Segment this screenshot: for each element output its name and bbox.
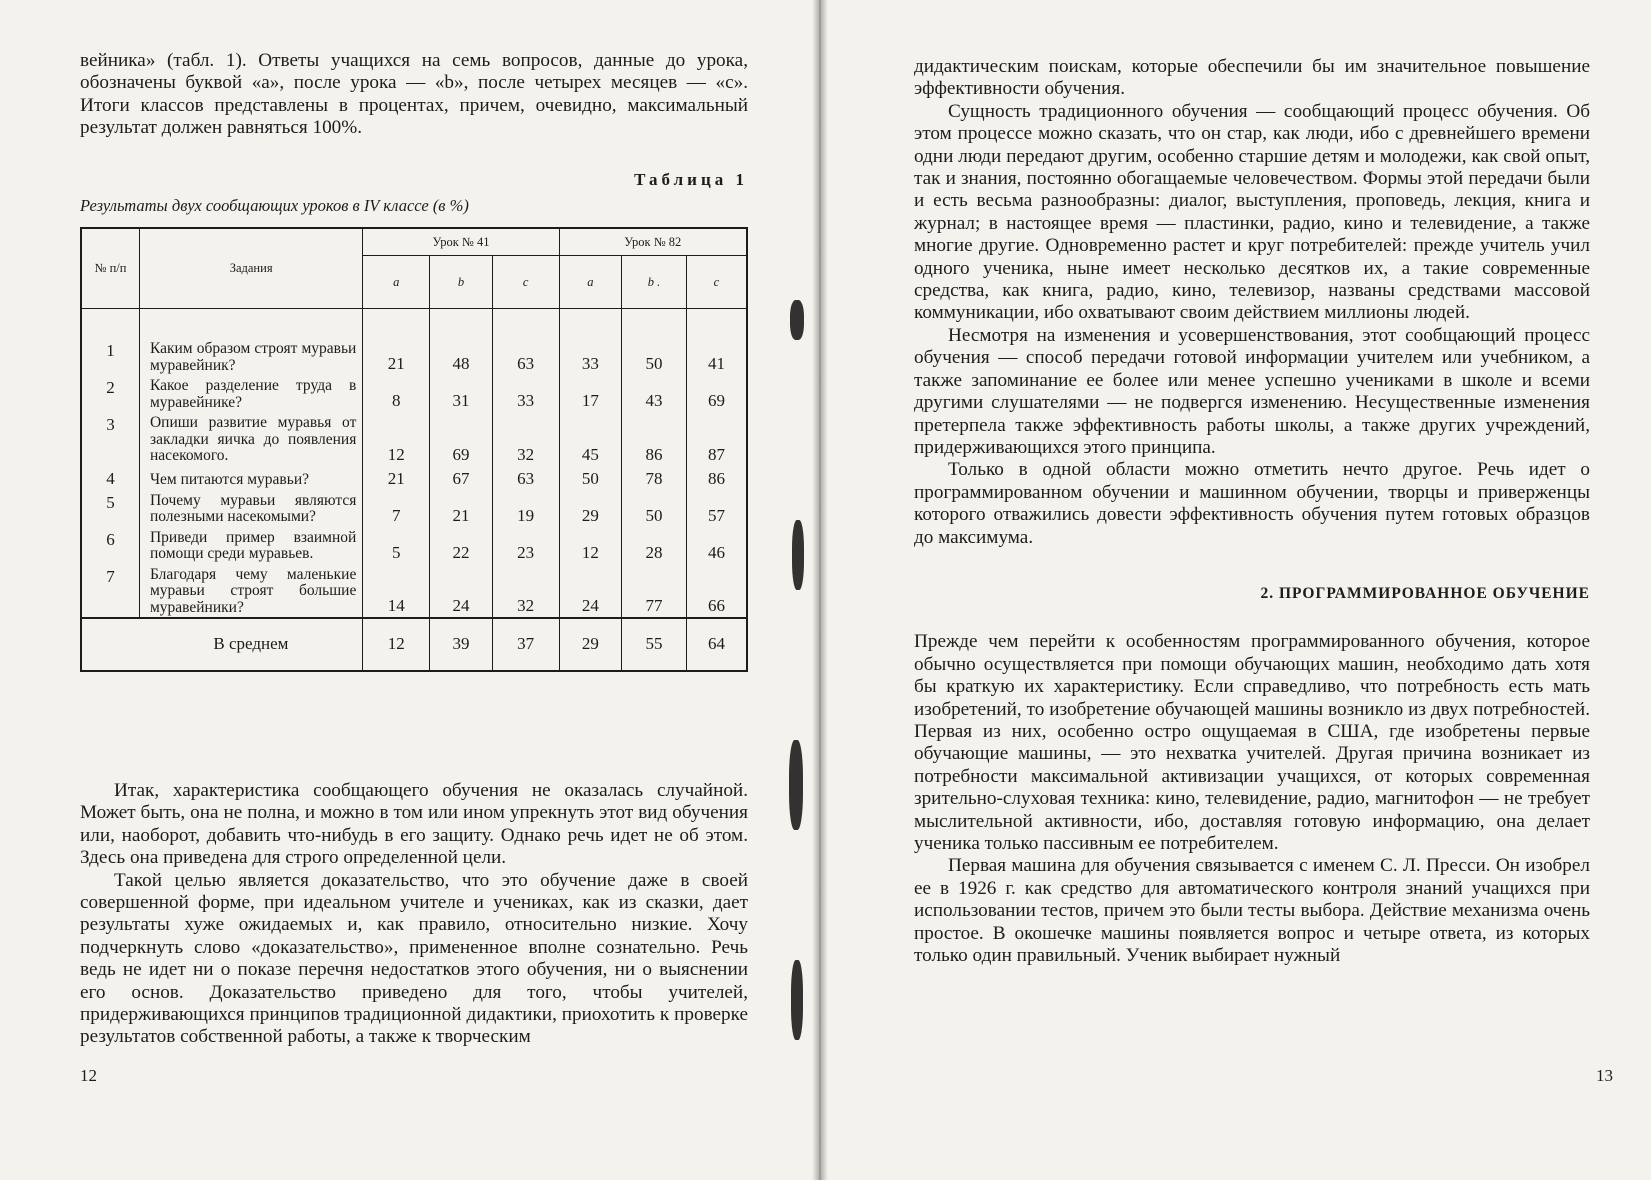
- ink-blot: [791, 960, 803, 1040]
- result-cell: 31: [430, 375, 493, 412]
- result-cell: 7: [363, 490, 430, 527]
- result-cell: 77: [622, 564, 687, 619]
- row-number: 2: [81, 375, 139, 412]
- result-cell: 46: [686, 527, 747, 564]
- row-number: 5: [81, 490, 139, 527]
- result-cell: 33: [492, 375, 559, 412]
- result-cell: 41: [686, 338, 747, 375]
- result-cell: 48: [430, 338, 493, 375]
- ink-blot: [790, 300, 804, 340]
- task-text: Почему муравьи являются полезными насекомыми?: [139, 490, 362, 527]
- average-cell: 12: [363, 618, 430, 671]
- row-number: 1: [81, 338, 139, 375]
- average-cell: 55: [622, 618, 687, 671]
- result-cell: 86: [686, 466, 747, 490]
- paragraph: Только в одной области можно отметить нечто другое. Речь идет о программированном обучении и машинном обучении, творцы и приверженцы которого отважились довести эффективность обучения путем готовых образцов до максимума.: [914, 459, 1590, 548]
- result-cell: 86: [622, 412, 687, 466]
- paragraph: Сущность традиционного обучения — сообщающий процесс обучения. Об этом процессе можно сказать, что он стар, как люди, ибо с древнейшего времени одни люди передают другим, особенно старшие детям и молодежи, как свой опыт, так и знания, постоянно обогащаемые человечеством. Формы этой передачи были и есть весьма разнообразны: диалог, выступления, проповедь, лекция, книга и журнал; в настоящее время — пластинки, радио, кино и телевидение, а также многие другие. Одновременно растет и круг потребителей: прежде учитель учил одного ученика, ныне имеет несколько десятков их, а такие современные средства, как книга, радио, кино, телевизор, названы средствами массовой коммуникации, ибо охватывают своим действием миллионы людей.: [914, 100, 1590, 324]
- column-header-lesson-41: Урок № 41: [363, 228, 559, 256]
- result-cell: 50: [559, 466, 622, 490]
- page-number: 13: [1596, 1066, 1613, 1085]
- task-text: Опиши развитие муравья от закладки яичка до появления насекомого.: [139, 412, 362, 466]
- subheader: c: [492, 256, 559, 309]
- result-cell: 32: [492, 564, 559, 619]
- subheader: c: [686, 256, 747, 309]
- column-header-number: № п/п: [81, 228, 139, 309]
- paragraph: вейника» (табл. 1). Ответы учащихся на семь вопросов, данные до урока, обозначены буквой «а», после урока — «b», после четырех месяцев — «с». Итоги классов представлены в процентах, причем, очевидно, максимальный результат должен равняться 100%.: [80, 50, 748, 139]
- result-cell: 69: [686, 375, 747, 412]
- table-body: [81, 309, 747, 672]
- result-cell: 67: [430, 466, 493, 490]
- result-cell: 45: [559, 412, 622, 466]
- right-text: [914, 56, 1590, 967]
- task-text: Какое разделение труда в муравейнике?: [139, 375, 362, 412]
- paragraph: дидактическим поискам, которые обеспечили бы им значительное повышение эффективности обучения.: [914, 56, 1590, 100]
- table-label: Таблица 1: [634, 170, 748, 189]
- table-row: [81, 375, 747, 412]
- row-number: 7: [81, 564, 139, 619]
- average-cell: 29: [559, 618, 622, 671]
- result-cell: 87: [686, 412, 747, 466]
- table-row: [81, 527, 747, 564]
- average-cell: 39: [430, 618, 493, 671]
- average-cell: 64: [686, 618, 747, 671]
- subheader: b .: [622, 256, 687, 309]
- paragraph: Итак, характеристика сообщающего обучения не оказалась случайной. Может быть, она не полна, и можно в том или ином упрекнуть этот вид обучения или, наоборот, добавить что-нибудь в его защиту. Однако речь идет не об этом. Здесь она приведена для строго определенной цели.: [80, 780, 748, 869]
- table-caption: Результаты двух сообщающих уроков в IV классе (в %): [80, 196, 469, 215]
- page-number: 12: [80, 1066, 97, 1085]
- result-cell: 23: [492, 527, 559, 564]
- result-cell: 22: [430, 527, 493, 564]
- result-cell: 21: [363, 338, 430, 375]
- task-text: Благодаря чему маленькие муравьи строят большие муравейники?: [139, 564, 362, 619]
- result-cell: 63: [492, 338, 559, 375]
- table-row: [81, 412, 747, 466]
- result-cell: 24: [430, 564, 493, 619]
- average-blank: [81, 618, 139, 671]
- ink-blot: [789, 740, 803, 830]
- result-cell: 5: [363, 527, 430, 564]
- column-header-task: Задания: [139, 228, 362, 309]
- result-cell: 21: [363, 466, 430, 490]
- result-cell: 14: [363, 564, 430, 619]
- row-number: 4: [81, 466, 139, 490]
- row-number: 6: [81, 527, 139, 564]
- subheader: a: [363, 256, 430, 309]
- table-row: [81, 466, 747, 490]
- average-cell: 37: [492, 618, 559, 671]
- result-cell: 43: [622, 375, 687, 412]
- result-cell: 17: [559, 375, 622, 412]
- left-page: [0, 0, 820, 1180]
- result-cell: 12: [363, 412, 430, 466]
- result-cell: 66: [686, 564, 747, 619]
- result-cell: 19: [492, 490, 559, 527]
- result-cell: 8: [363, 375, 430, 412]
- result-cell: 78: [622, 466, 687, 490]
- result-cell: 32: [492, 412, 559, 466]
- table-row: [81, 564, 747, 619]
- section-heading: 2. ПРОГРАММИРОВАННОЕ ОБУЧЕНИЕ: [1260, 584, 1590, 602]
- result-cell: 50: [622, 490, 687, 527]
- subheader: a: [559, 256, 622, 309]
- paragraph: Прежде чем перейти к особенностям программированного обучения, которое обычно осуществляется при помощи обучающих машин, необходимо дать хотя бы краткую их характеристику. Если справедливо, что потребность есть мать изобретений, то изобретение обучающей машины возникло из двух потребностей. Первая из них, особенно остро ощущаемая в США, где изобретены первые обучающие машины, — это нехватка учителей. Другая причина возникает из потребности максимальной активизации учащихся, от которых современная зрительно-слуховая техника: кино, телевидение, радио, магнитофон — не требует мыслительной активности, ибо, доставляя готовую информацию, она делает ученика только пассивным ее потребителем.: [914, 631, 1590, 854]
- results-table: [80, 227, 748, 672]
- table-row: [81, 338, 747, 375]
- subheader: b: [430, 256, 493, 309]
- result-cell: 29: [559, 490, 622, 527]
- left-bottom-text: [80, 780, 748, 1049]
- left-top-text: [80, 50, 748, 140]
- result-cell: 33: [559, 338, 622, 375]
- task-text: Чем питаются муравьи?: [139, 466, 362, 490]
- task-text: Приведи пример взаимной помощи среди муравьев.: [139, 527, 362, 564]
- result-cell: 12: [559, 527, 622, 564]
- paragraph: Такой целью является доказательство, что это обучение даже в своей совершенной форме, при идеальном учителе и учениках, как из сказки, дает результаты хуже ожидаемых и, как правило, относительно низкие. Хочу подчеркнуть слово «доказательство», примененное вполне сознательно. Речь ведь не идет ни о показе перечня недостатков этого обучения, ни о выяснении его основ. Доказательство приведено для того, чтобы учителей, придерживающихся принципов традиционной дидактики, приохотить к проверке результатов собственной работы, а также к творческим: [80, 869, 748, 1048]
- table-row: [81, 490, 747, 527]
- right-page: [820, 0, 1651, 1180]
- row-number: 3: [81, 412, 139, 466]
- average-label: В среднем: [139, 618, 362, 671]
- task-text: Каким образом строят муравьи муравейник?: [139, 338, 362, 375]
- paragraph: Первая машина для обучения связывается с именем С. Л. Пресси. Он изобрел ее в 1926 г. как средство для автоматического контроля знаний учащихся при использовании тестов, причем это были тесты выбора. Действие механизма очень простое. В окошечке машины появляется вопрос и четыре ответа, из которых только один правильный. Ученик выбирает нужный: [914, 855, 1590, 967]
- ink-blot: [792, 520, 804, 590]
- paragraph: Несмотря на изменения и усовершенствования, этот сообщающий процесс обучения — способ передачи готовой информации учителем или учебником, а также запоминание ее более или менее успешно учениками в школе и всеми другими слушателями — не подвергся изменению. Несущественные изменения претерпела также эффективность работы школы, а также других учреждений, придерживающихся этого принципа.: [914, 324, 1590, 458]
- result-cell: 63: [492, 466, 559, 490]
- result-cell: 50: [622, 338, 687, 375]
- column-header-lesson-82: Урок № 82: [559, 228, 747, 256]
- result-cell: 28: [622, 527, 687, 564]
- result-cell: 21: [430, 490, 493, 527]
- result-cell: 24: [559, 564, 622, 619]
- average-row: [81, 618, 747, 671]
- result-cell: 69: [430, 412, 493, 466]
- result-cell: 57: [686, 490, 747, 527]
